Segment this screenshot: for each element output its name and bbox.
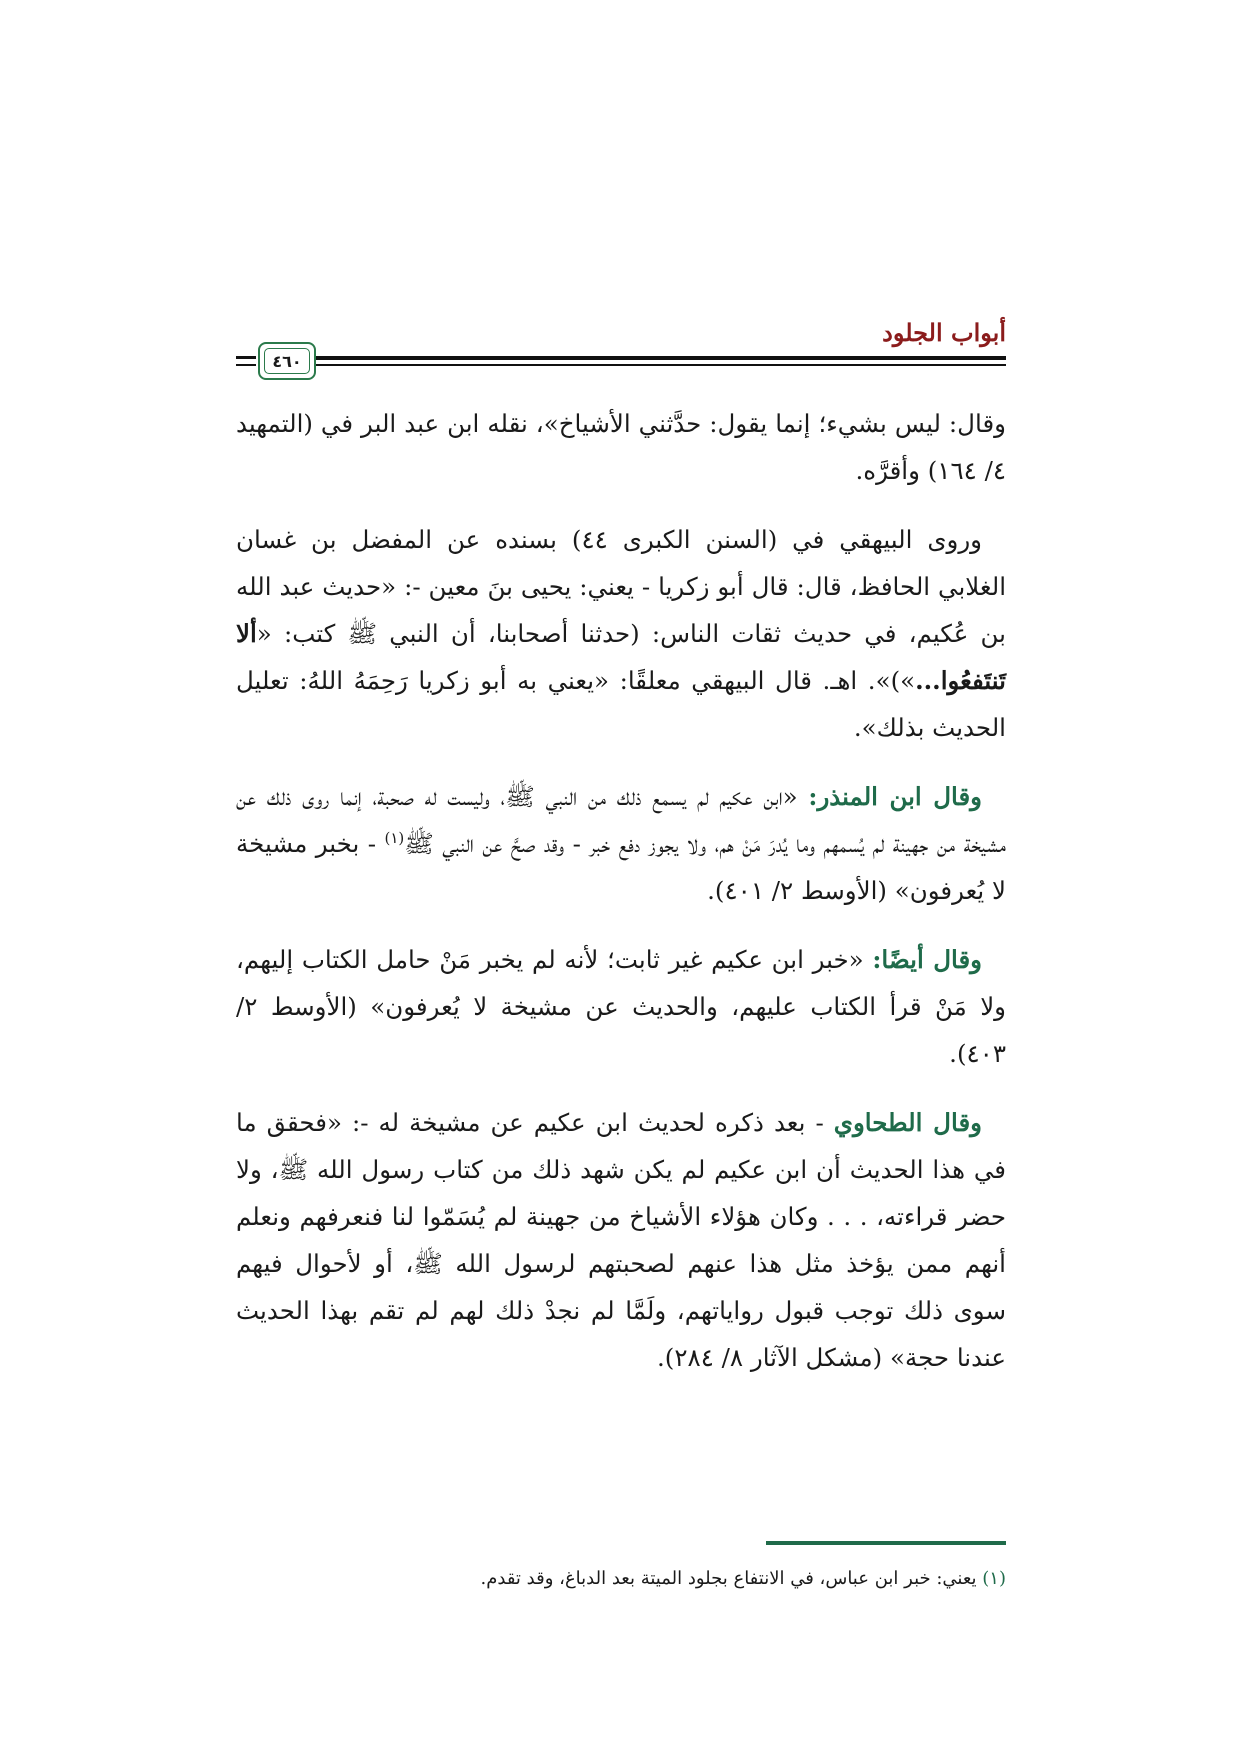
paragraph-1 <box>236 400 1006 494</box>
paragraph-2-text-b: »)». اهـ. قال البيهقي معلقًا: «يعني به أبو زكريا رَحِمَهُ اللهُ: تعليل الحديث بذلك». <box>236 666 1006 742</box>
footnote-divider <box>766 1541 1006 1545</box>
page-number-badge <box>258 342 316 380</box>
chapter-title: أبواب الجلود <box>882 318 1006 347</box>
header-rule-left-thin <box>236 364 256 366</box>
paragraph-4-text: «خبر ابن عكيم غير ثابت؛ لأنه لم يخبر مَنْ حامل الكتاب إليهم، ولا مَنْ قرأ الكتاب عليهم، والحديث عن مشيخة لا يُعرفون» (الأوسط ٢/ ٤٠٣). <box>236 945 1006 1068</box>
page-number: ٤٦٠ <box>264 348 310 374</box>
paragraph-3-speaker: وقال ابن المنذر: <box>808 782 983 811</box>
header-rule-thick <box>276 356 1006 360</box>
paragraph-3 <box>236 773 1006 914</box>
paragraph-3-text-b: - بخبر مشيخة لا يُعرفون» (الأوسط ٢/ ٤٠١). <box>236 829 1006 905</box>
footnote-text: يعني: خبر ابن عباس، في الانتفاع بجلود الميتة بعد الدباغ، وقد تقدم. <box>480 1568 983 1589</box>
paragraph-4 <box>236 936 1006 1077</box>
main-text <box>236 400 1006 1403</box>
paragraph-5-speaker: وقال الطحاوي <box>833 1108 982 1137</box>
paragraph-1-text: وقال: ليس بشيء؛ إنما يقول: حدَّثني الأشياخ»، نقله ابن عبد البر في (التمهيد ٤/ ١٦٤) وأقرَّه. <box>236 409 1006 485</box>
page-header <box>236 318 1006 378</box>
footnote-number: (١) <box>982 1568 1006 1589</box>
footnote-reference: (١) <box>384 828 405 847</box>
footnote <box>236 1564 1006 1594</box>
paragraph-3-text-a: «ابن عكيم لم يسمع ذلك من النبي ﷺ، وليست له صحبة، إنما روى ذلك عن مشيخة من جهينة لم يُسمهم وما يُدرَ مَنْ هم، ولا يجوز دفع خبر - وقد صحَّ عن النبي ﷺ <box>236 782 1006 858</box>
paragraph-2-bold-quote: ألا تَنتَفعُوا... <box>236 619 1006 695</box>
header-rule-left-thick <box>236 356 256 359</box>
paragraph-4-speaker: وقال أيضًا: <box>872 945 982 974</box>
paragraph-2-text-a: وروى البيهقي في (السنن الكبرى ٤٤) بسنده عن المفضل بن غسان الغلابي الحافظ، قال: قال أبو زكريا - يعني: يحيى بنَ معين -: «حديث عبد الله بن عُكيم، في حديث ثقات الناس: (حدثنا أصحابنا، أن النبي ﷺ كتب: « <box>236 525 1006 648</box>
paragraph-2 <box>236 516 1006 751</box>
paragraph-5 <box>236 1099 1006 1381</box>
header-rule-thin <box>276 364 1006 366</box>
paragraph-5-text: - بعد ذكره لحديث ابن عكيم عن مشيخة له -: «فحقق ما في هذا الحديث أن ابن عكيم لم يكن شهد ذلك من كتاب رسول الله ﷺ، ولا حضر قراءته، . . . وكان هؤلاء الأشياخ من جهينة لم يُسَمّوا لنا فنعرفهم ونعلم أنهم ممن يؤخذ مثل هذا عنهم لصحبتهم لرسول الله ﷺ، أو لأحوال فيهم سوى ذلك توجب قبول رواياتهم، ولَمَّا لم نجدْ ذلك لهم لم تقم بهذا الحديث عندنا حجة» (مشكل الآثار ٨/ ٢٨٤). <box>236 1108 1006 1372</box>
